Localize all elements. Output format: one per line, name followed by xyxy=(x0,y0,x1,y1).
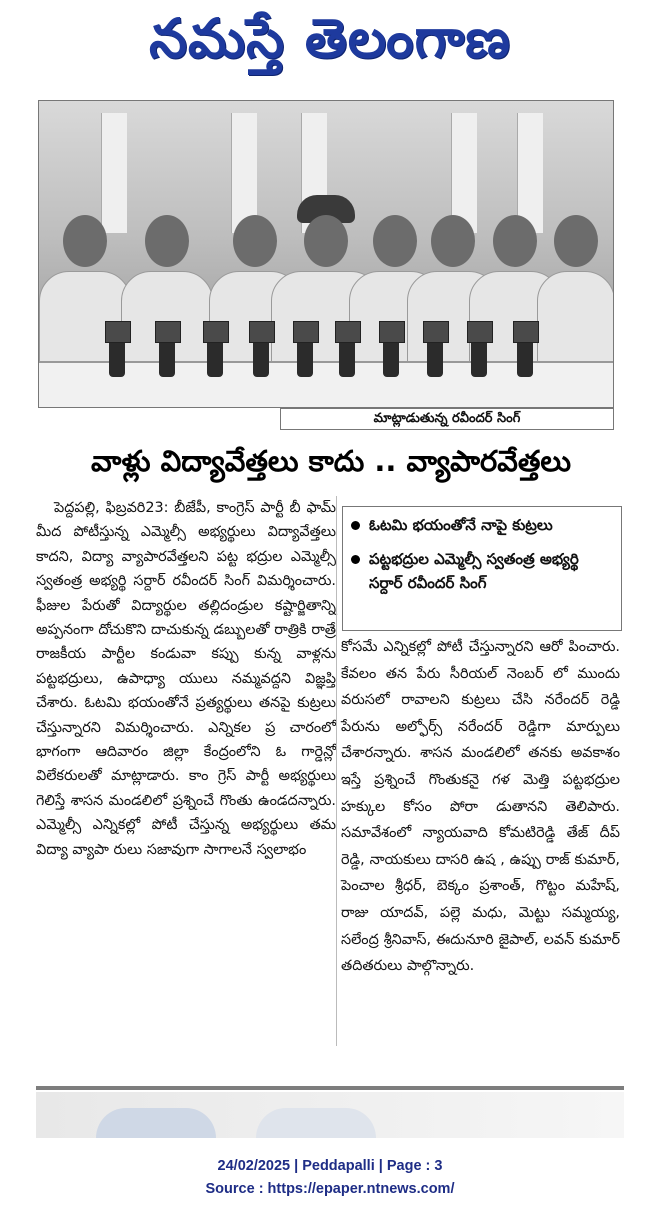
bullet-icon xyxy=(351,521,360,530)
masthead xyxy=(0,0,660,90)
highlight-text: పట్టభద్రుల ఎమ్మెల్సీ స్వతంత్ర అభ్యర్థి సర్దార్ రవీందర్ సింగ్ xyxy=(369,550,579,592)
footer-source-line: Source : https://epaper.ntnews.com/ xyxy=(205,1181,455,1197)
highlight-text: ఓటమి భయంతోనే నాపై కుట్రలు xyxy=(369,516,553,534)
page-bottom-rule xyxy=(36,1086,624,1090)
footer-date-line: 24/02/2025 | Peddapalli | Page : 3 xyxy=(217,1158,443,1174)
highlight-item xyxy=(351,513,613,537)
highlights-box xyxy=(342,506,622,631)
photo-caption: మాట్లాడుతున్న రవీందర్ సింగ్ xyxy=(280,408,614,430)
article-column-left xyxy=(36,496,336,862)
news-photo xyxy=(38,100,614,408)
newspaper-title: నమస్తే తెలంగాణ xyxy=(149,6,511,70)
article-body-right: కోసమే ఎన్నికల్లో పోటీ చేస్తున్నారని ఆరో పించారు. కేవలం తన పేరు సీరియల్ నెంబర్ లో ముందు వరుసలో రావాలని కుట్రలు చేసి నరేందర్ రెడ్డి పేరును అల్ఫోర్స్ నరేందర్ రెడ్డిగా మార్పులు చేశారన్నారు. శాసన మండలిలో తనకు అవకాశం ఇస్తే ప్రశ్నించే గొంతుకనై గళ మెత్తి పట్టభద్రుల హక్కుల కోసం పోరా డుతానని తెలిపారు. సమావేశంలో న్యాయవాది కోమటిరెడ్డి తేజ్ దీప్ రెడ్డి, నాయకులు దాసరి ఉష , ఉప్పు రాజ్ కుమార్, పెంచాల శ్రీధర్, బెక్కం ప్రశాంత్, గొట్టం మహేష్, రాజు యాదవ్, పల్లె మధు, మెట్టు సమ్మయ్య, సలేంద్ర శ్రీనివాస్, ఈదునూరి జైపాల్, లవన్ కుమార్ తదితరులు పాల్గొన్నారు. xyxy=(341,639,620,975)
article-headline: వాళ్లు విద్యావేత్తలు కాదు .. వ్యాపారవేత్తలు xyxy=(90,444,572,478)
article-column-right xyxy=(341,634,620,980)
article-body-left: పెద్దపల్లి, ఫిబ్రవరి23: బీజేపీ, కాంగ్రెస్ పార్టీ బీ ఫామ్ మీద పోటీస్తున్న ఎమ్మెల్సీ అభ్యర్థులు విద్యావేత్తలు కాదని, విద్యా వ్యాపారవేత్తలని పట్ట భద్రుల ఎమ్మెల్సీ స్వతంత్ర అభ్యర్థి సర్దార్ రవీందర్ సింగ్ విమర్శించారు. ఫీజుల పేరుతో విద్యార్థుల తల్లిదండ్రుల కష్టార్జితాన్ని అప్పనంగా దోచుకొని దాచుకున్న డబ్బులతో రాత్రికి రాత్రే రాజకీయ పార్టీల కండువా కప్పు కున్న వాళ్లను పట్టభద్రులు, ఉపాధ్యా యులు నమ్మవద్దని విజ్ఞప్తి చేశారు. ఓటమి భయంతోనే ప్రత్యర్థులు తనపై కుట్రలు చేస్తున్నారని విమర్శించారు. ఎన్నికల ప్ర చారంలో భాగంగా ఆదివారం జిల్లా కేంద్రంలోని ఓ గార్డెన్లో విలేకరులతో మాట్లాడారు. కాం గ్రెస్ పార్టీ అభ్యర్థులు గెలిస్తే శాసన మండలిలో ప్రశ్నించే గొంతు ఉండదన్నారు. ఎమ్మెల్సీ ఎన్నికల్లో పోటీ చేస్తున్న అభ్యర్థులు తమ విద్యా వ్యాపా రులు సజావుగా సాగాలనే స్వలాభం xyxy=(36,500,336,858)
highlight-item xyxy=(351,547,613,595)
column-divider xyxy=(336,496,337,1046)
bullet-icon xyxy=(351,555,360,564)
next-article-strip xyxy=(36,1092,624,1138)
